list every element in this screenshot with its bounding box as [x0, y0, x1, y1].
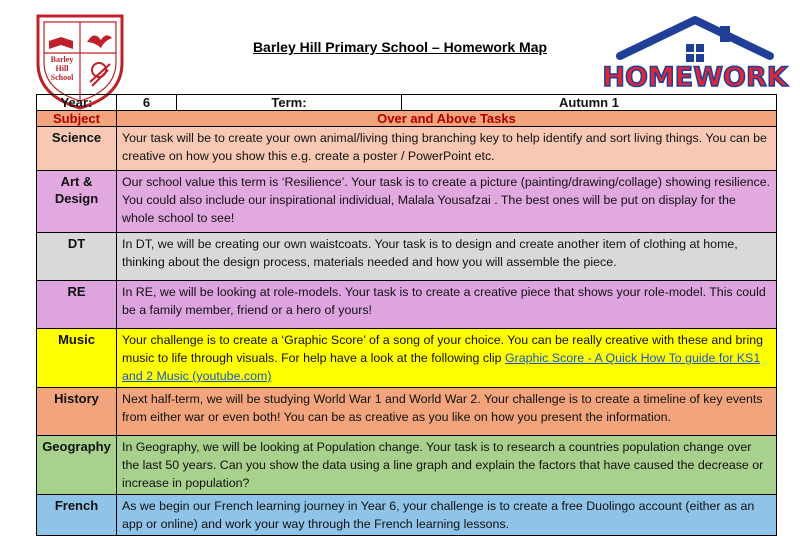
logo-text: HOMEWORK: [602, 62, 788, 93]
youtube-link[interactable]: Graphic Score - A Quick How To guide for KS1 and 2 Music (youtube.com): [122, 351, 761, 383]
task-cell: Your task will be to create your own animal/living thing branching key to help identify and sort living things. You can be creative on how you show this e.g. create a poster / PowerPoint etc.: [117, 127, 777, 171]
subject-header: Subject: [37, 111, 117, 127]
page-title: Barley Hill Primary School – Homework Map: [252, 39, 548, 55]
subject-cell: DT: [37, 233, 117, 281]
task-cell: In RE, we will be looking at role-models. Your task is to create a creative piece that shows your role-model. This could be a family member, friend or a hero of yours!: [117, 281, 777, 329]
house-icon: [600, 14, 790, 94]
crest-text-line: School: [50, 73, 74, 82]
subject-cell: History: [37, 388, 117, 436]
subject-cell: Geography: [37, 436, 117, 495]
year-value: 6: [117, 95, 177, 111]
table-row: [37, 329, 777, 388]
year-label: Year:: [37, 95, 117, 111]
tasks-header: Over and Above Tasks: [117, 111, 777, 127]
homework-logo: [600, 14, 790, 94]
subject-cell: Music: [37, 329, 117, 388]
table-row: [37, 388, 777, 436]
subject-cell: Science: [37, 127, 117, 171]
task-cell: [117, 329, 777, 388]
table-row: [37, 171, 777, 233]
subject-cell: French: [37, 495, 117, 536]
task-cell: Next half-term, we will be studying World War 1 and World War 2. Your challenge is to create a timeline of key events from either war or even both! You can be as creative as you like on how you present the information.: [117, 388, 777, 436]
term-label: Term:: [177, 95, 402, 111]
table-row: [37, 281, 777, 329]
task-cell: Our school value this term is ‘Resilience’. Your task is to create a picture (painting/drawing/collage) showing resilience. You could also include our inspirational individual, Malala Yousafzai . The best ones will be put on display for the whole school to see!: [117, 171, 777, 233]
column-header-row: [37, 111, 777, 127]
task-cell: In Geography, we will be looking at Population change. Your task is to research a countries population change over the last 50 years. Can you show the data using a line graph and explain the factors that have caused the decrease or increase in population?: [117, 436, 777, 495]
term-value: Autumn 1: [402, 95, 777, 111]
subject-cell: Art & Design: [37, 171, 117, 233]
subject-cell: RE: [37, 281, 117, 329]
task-text: Your challenge is to create a ‘Graphic Score’ of a song of your choice. You can be really creative with these and bring music to life through visuals. For help have a look at the following clip: [122, 333, 764, 365]
crest-text-line: Barley: [50, 55, 74, 64]
task-cell: As we begin our French learning journey in Year 6, your challenge is to create a free Duolingo account (either as an app or online) and work your way through the French learning lessons.: [117, 495, 777, 536]
crest-text-line: Hill: [55, 64, 69, 73]
table-row: [37, 436, 777, 495]
task-cell: In DT, we will be creating our own waistcoats. Your task is to design and create another item of clothing at home, thinking about the design process, materials needed and how you will assemble the piece.: [117, 233, 777, 281]
table-row: [37, 495, 777, 536]
year-term-row: [37, 95, 777, 111]
homework-map-table: [36, 94, 777, 536]
table-row: [37, 127, 777, 171]
table-row: [37, 233, 777, 281]
